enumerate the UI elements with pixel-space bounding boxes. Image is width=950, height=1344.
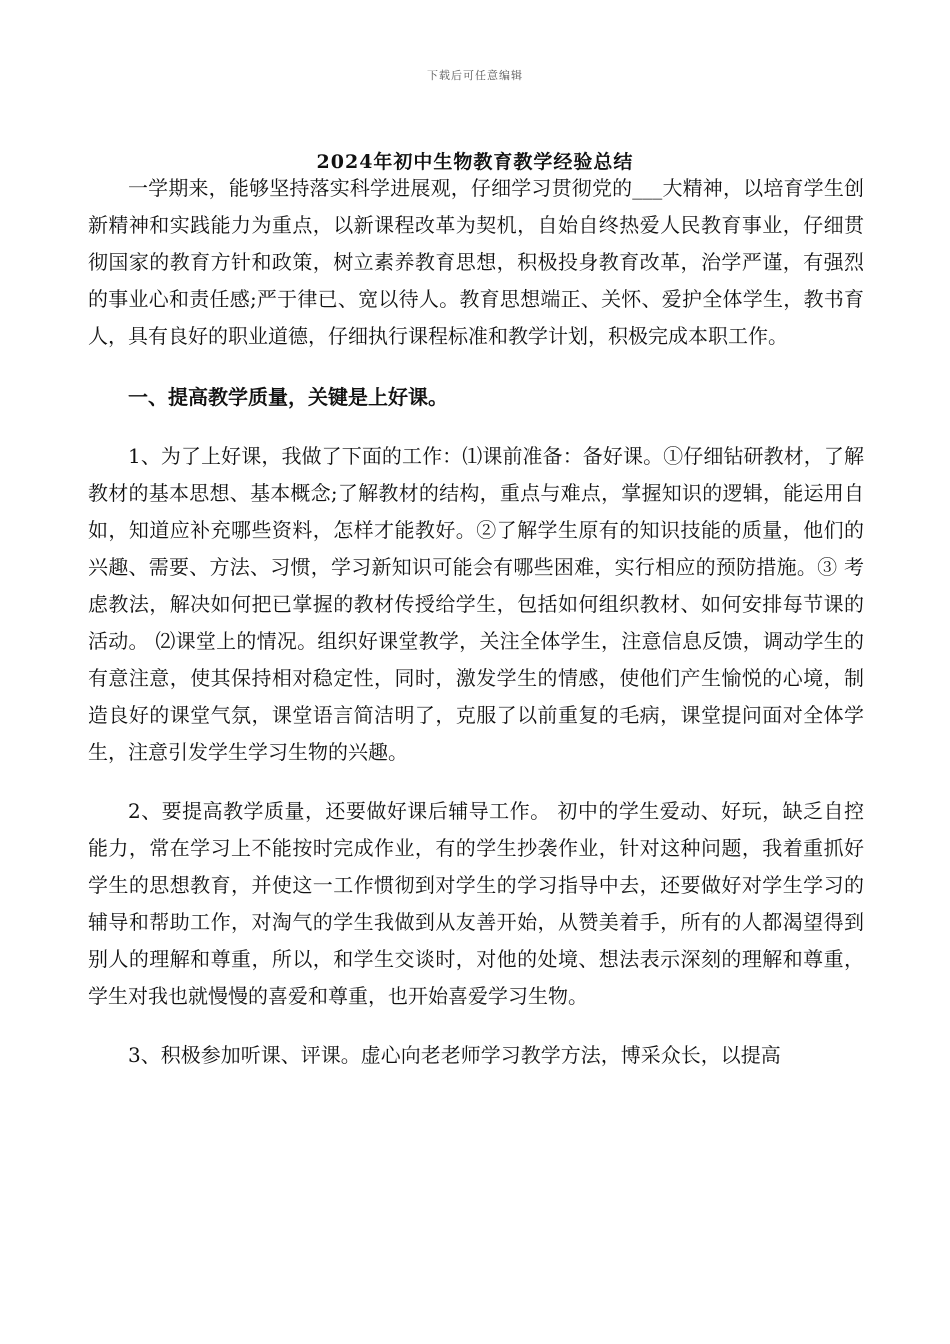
header-note: 下载后可任意编辑 xyxy=(427,69,523,82)
intro-paragraph: 一学期来，能够坚持落实科学进展观，仔细学习贯彻党的___大精神，以培育学生创新精神和实践能力为重点，以新课程改革为契机，自始自终热爱人民教育事业，仔细贯彻国家的教育方针和政策，树立素养教育思想，积极投身教育改革，治学严谨，有强烈的事业心和责任感;严于律已、宽以待人。教育思想端正、关怀、爱护全体学生，教书育人，具有良好的职业道德，仔细执行课程标准和教学计划，积极完成本职工作。 xyxy=(88,176,864,348)
section-heading-1: 一、提高教学质量，关键是上好课。 xyxy=(128,385,448,409)
item-paragraph-1: 1、为了上好课，我做了下面的工作：⑴课前准备：备好课。①仔细钻研教材，了解教材的基本思想、基本概念;了解教材的结构，重点与难点，掌握知识的逻辑，能运用自如，知道应补充哪些资料，怎样才能教好。②了解学生原有的知识技能的质量，他们的兴趣、需要、方法、习惯，学习新知识可能会有哪些困难，实行相应的预防措施。③ 考虑教法，解决如何把已掌握的教材传授给学生，包括如何组织教材、如何安排每节课的活动。 ⑵课堂上的情况。组织好课堂教学，关注全体学生，注意信息反馈，调动学生的有意注意，使其保持相对稳定性，同时，激发学生的情感，使他们产生愉悦的心境，制造良好的课堂气氛，课堂语言简洁明了，克服了以前重复的毛病，课堂提问面对全体学生，注意引发学生学习生物的兴趣。 xyxy=(88,444,864,764)
item-paragraph-3: 3、积极参加听课、评课。虚心向老老师学习教学方法，博采众长，以提高 xyxy=(128,1043,781,1067)
item-paragraph-2: 2、要提高教学质量，还要做好课后辅导工作。 初中的学生爱动、好玩，缺乏自控能力，常在学习上不能按时完成作业，有的学生抄袭作业，针对这种问题，我着重抓好学生的思想教育，并使这一工作惯彻到对学生的学习指导中去，还要做好对学生学习的辅导和帮助工作，对淘气的学生我做到从友善开始，从赞美着手，所有的人都渴望得到别人的理解和尊重，所以，和学生交谈时，对他的处境、想法表示深刻的理解和尊重，学生对我也就慢慢的喜爱和尊重，也开始喜爱学习生物。 xyxy=(88,799,864,1008)
document-title: 2024年初中生物教育教学经验总结 xyxy=(316,151,634,173)
document-body xyxy=(88,170,864,1074)
